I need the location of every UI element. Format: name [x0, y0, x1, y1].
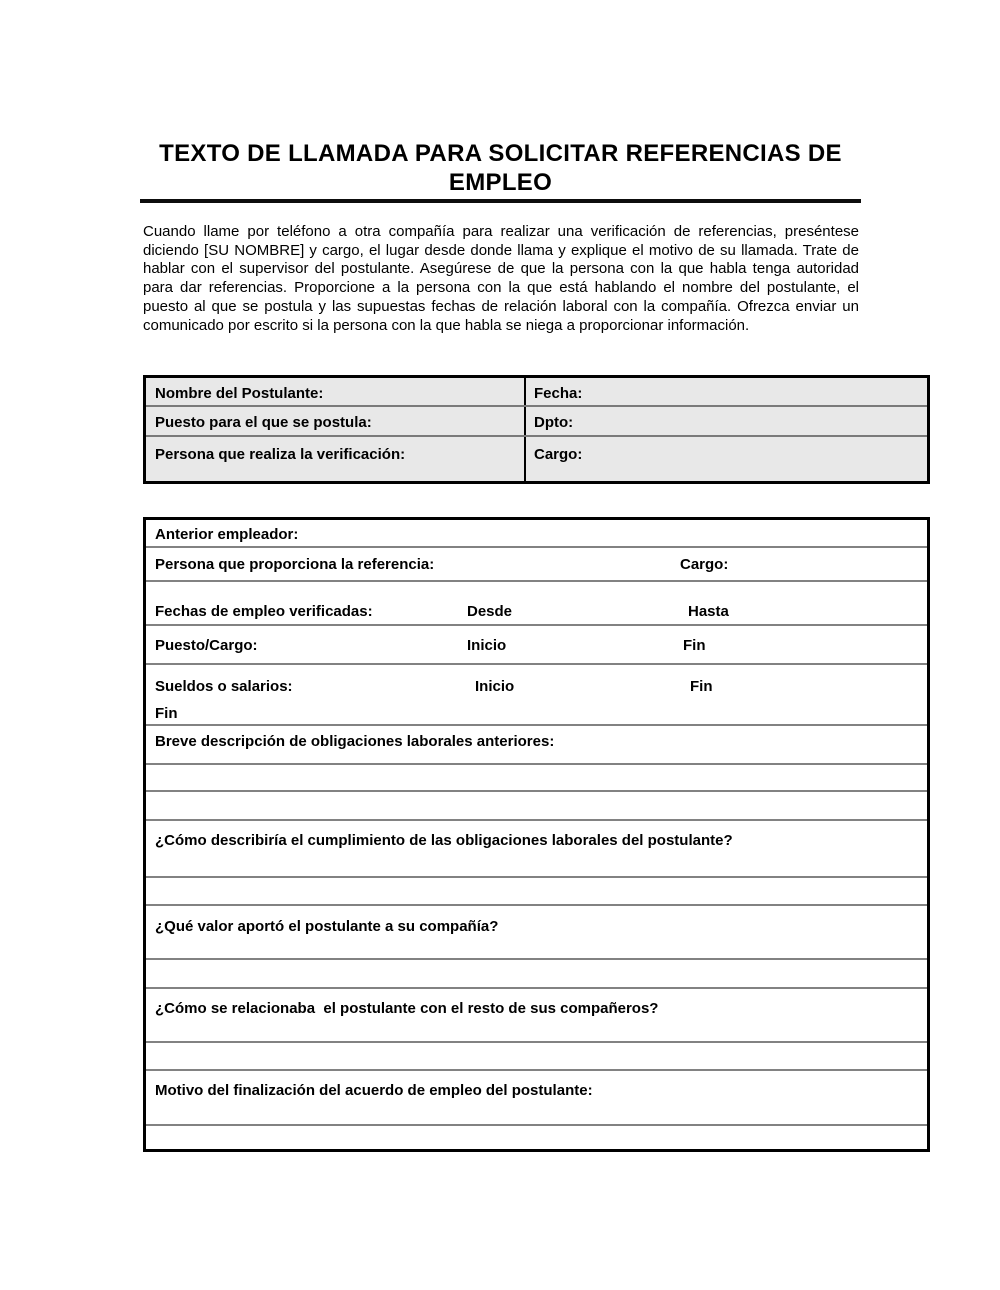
applicant-name-label: Nombre del Postulante: — [146, 378, 526, 405]
page-title: TEXTO DE LLAMADA PARA SOLICITAR REFERENCIAS DE EMPLEO — [159, 140, 842, 196]
salary-end-line2-label: Fin — [155, 705, 178, 722]
question-performance-label: ¿Cómo describiría el cumplimiento de las obligaciones laborales del postulante? — [155, 832, 733, 849]
employment-dates-label: Fechas de empleo verificadas: — [155, 603, 373, 620]
question-value-row — [146, 906, 927, 960]
dates-from-label: Desde — [467, 603, 513, 620]
reference-form — [143, 517, 930, 1152]
position-applied-label: Puesto para el que se postula: — [146, 407, 526, 435]
position-label: Puesto/Cargo: — [155, 637, 258, 654]
blank-line-row — [146, 960, 927, 989]
reference-person-row — [146, 548, 927, 582]
applicant-info-table — [143, 375, 930, 484]
salary-label: Sueldos o salarios: — [155, 678, 293, 695]
salary-row — [146, 665, 927, 726]
verifier-title-label: Cargo: — [534, 446, 583, 463]
position-end-label: Fin — [683, 637, 706, 654]
question-value-label: ¿Qué valor aportó el postulante a su compañía? — [155, 918, 499, 935]
title-underline — [140, 199, 861, 203]
previous-employer-label: Anterior empleador: — [155, 526, 299, 543]
question-termination-label: Motivo del finalización del acuerdo de empleo del postulante: — [155, 1082, 593, 1099]
blank-line-row — [146, 1126, 927, 1149]
salary-start-label: Inicio — [475, 678, 515, 695]
reference-person-title-label: Cargo: — [680, 556, 729, 573]
question-coworkers-label: ¿Cómo se relacionaba el postulante con el resto de sus compañeros? — [155, 1000, 659, 1017]
dates-to-label: Hasta — [688, 603, 729, 620]
salary-end-label: Fin — [690, 678, 713, 695]
blank-line-row — [146, 765, 927, 792]
blank-line-row — [146, 792, 927, 821]
blank-line-row — [146, 1043, 927, 1071]
date-label: Fecha: — [534, 385, 583, 402]
previous-employer-row — [146, 520, 927, 548]
table-row — [146, 378, 927, 407]
question-performance-row — [146, 821, 927, 878]
table-row — [146, 437, 927, 481]
position-row — [146, 626, 927, 665]
question-coworkers-row — [146, 989, 927, 1043]
intro-paragraph: Cuando llame por teléfono a otra compañía para realizar una verificación de referencias, preséntese diciendo [SU NOMBRE] y cargo, el lugar desde donde llama y explique el motivo de su llamada. Trate de hablar con el supervisor del postulante. Asegúrese de que la persona con la que habla tenga autoridad para dar referencias. Proporcione a la persona con la que está hablando el nombre del postulante, el puesto al que se postula y las supuestas fechas de relación laboral con la compañía. Ofrezca enviar un comunicado por escrito si la persona con la que habla se niega a proporcionar información. — [143, 223, 859, 334]
blank-line-row — [146, 878, 927, 906]
duties-description-row — [146, 726, 927, 765]
department-label: Dpto: — [534, 414, 574, 431]
reference-person-label: Persona que proporciona la referencia: — [155, 556, 435, 573]
employment-dates-row — [146, 582, 927, 626]
verifier-label: Persona que realiza la verificación: — [146, 437, 526, 481]
position-start-label: Inicio — [467, 637, 507, 654]
duties-description-label: Breve descripción de obligaciones laborales anteriores: — [155, 733, 555, 750]
table-row — [146, 407, 927, 437]
question-termination-row — [146, 1071, 927, 1126]
